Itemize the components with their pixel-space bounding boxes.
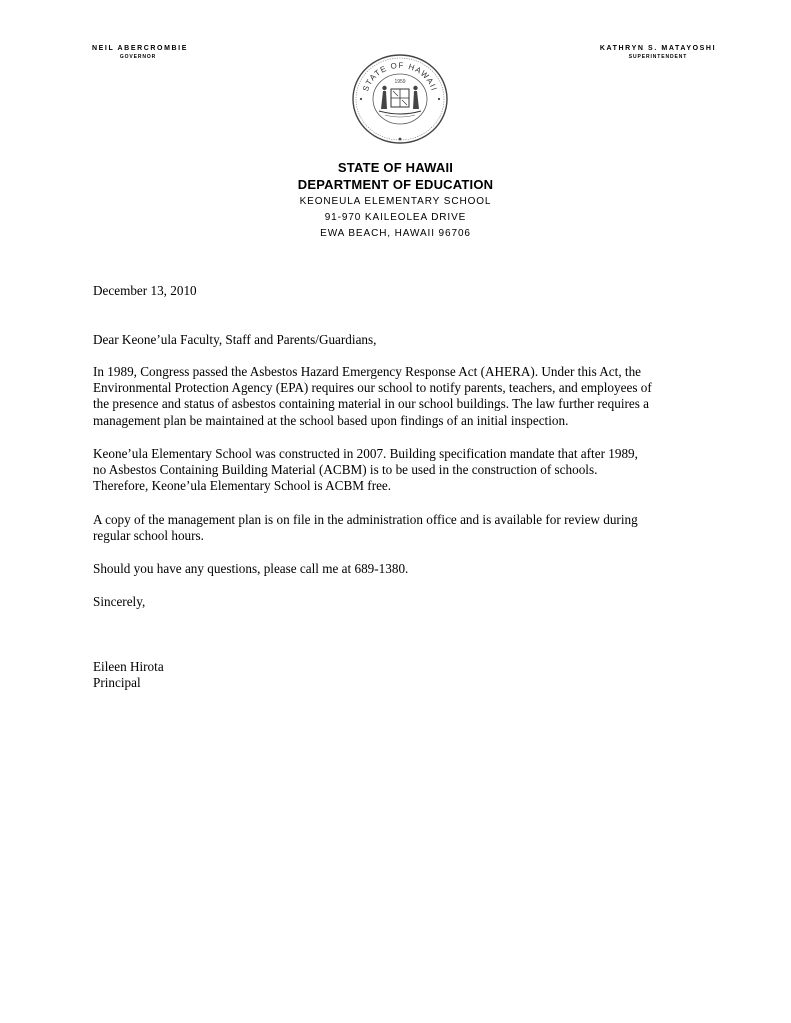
paragraph-text: A copy of the management plan is on file in the administration office and is available for review during regular school hours. (93, 512, 638, 544)
paragraph-text: In 1989, Congress passed the Asbestos Hazard Emergency Response Act (AHERA). Under this Act, the Environmental Protection Agency (EPA) requires our school to notify parents, teachers, and employees of the presence and status of asbestos containing material in our school buildings. The law further requires a management plan be maintained at the school based upon findings of an initial inspection. (93, 364, 652, 428)
letter-paragraph-3 (93, 512, 703, 544)
school-name: KEONEULA ELEMENTARY SCHOOL (299, 196, 492, 207)
paragraph-text: Keone’ula Elementary School was constructed in 2007. Building specification mandate that after 1989, no Asbestos Containing Building Material (ACBM) is to be used in the construction of schools. Therefore, Keone’ula Elementary School is ACBM free. (93, 446, 638, 494)
state-seal-icon (351, 53, 449, 145)
closing-text: Sincerely, (93, 594, 146, 609)
school-city: EWA BEACH, HAWAII 96706 (320, 228, 471, 239)
letter-date (93, 283, 703, 299)
organization-block (0, 159, 791, 241)
seal-year: 1959 (394, 79, 406, 85)
letter-paragraph-4 (93, 561, 703, 577)
svg-text:STATE OF HAWAII (361, 61, 439, 93)
paragraph-text: Should you have any questions, please call me at 689-1380. (93, 561, 409, 576)
letter-closing (93, 594, 703, 610)
superintendent-title: SUPERINTENDENT (628, 54, 688, 60)
letter-greeting (93, 332, 703, 348)
signer-title: Principal (93, 675, 141, 691)
superintendent-name: KATHRYN S. MATAYOSHI (599, 45, 717, 52)
governor-name: NEIL ABERCROMBIE (92, 45, 188, 52)
governor-title: GOVERNOR (119, 54, 157, 60)
state-name: STATE OF HAWAII (337, 160, 454, 175)
signer-name: Eileen Hirota (93, 659, 164, 674)
seal-text: STATE OF HAWAII (361, 60, 439, 93)
signature-block (93, 659, 703, 691)
greeting-text: Dear Keone’ula Faculty, Staff and Parents/Guardians, (93, 332, 377, 347)
governor-block (92, 45, 188, 60)
letter-paragraph-1 (93, 364, 703, 429)
superintendent-block (599, 45, 717, 60)
letter-paragraph-2 (93, 446, 703, 495)
school-street: 91-970 KAILEOLEA DRIVE (324, 212, 467, 223)
date-text: December 13, 2010 (93, 283, 197, 298)
department-name: DEPARTMENT OF EDUCATION (297, 177, 494, 192)
